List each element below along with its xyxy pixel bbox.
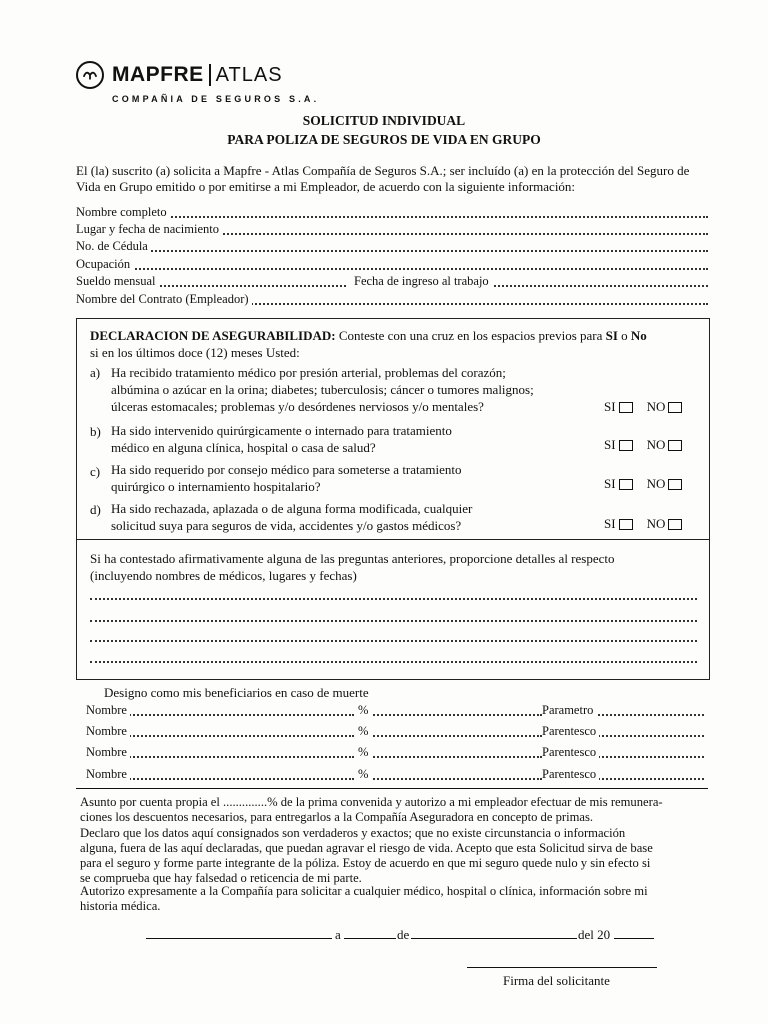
autorizo-paragraph: [80, 884, 720, 914]
field-label: Nombre: [86, 724, 130, 738]
question-c-letter: c): [90, 464, 101, 479]
question-d: [111, 500, 472, 534]
field-ocupacion[interactable]: [76, 257, 708, 273]
form-title-line1: SOLICITUD INDIVIDUAL: [302, 113, 466, 128]
beneficiario-nombre[interactable]: [86, 703, 354, 719]
declaracion-text: Conteste con una cruz en los espacios previos para: [335, 328, 606, 343]
field-label: Lugar y fecha de nacimiento: [76, 222, 222, 236]
si-checkbox[interactable]: [619, 519, 633, 530]
lugar-line[interactable]: [146, 938, 332, 939]
field-label: No. de Cédula: [76, 239, 151, 253]
field-label: Nombre completo: [76, 205, 170, 219]
question-line: albúmina o azúcar en la orina; diabetes; tuberculosis; cáncer o tumores malignos;: [111, 382, 534, 397]
declaro-line: se comprueba que hay falsedad o reticencia de mi parte.: [80, 871, 362, 885]
intro-paragraph: [76, 163, 716, 195]
firma-line[interactable]: [467, 967, 657, 968]
mes-line[interactable]: [411, 938, 577, 939]
asunto-paragraph: [80, 795, 720, 825]
declaro-paragraph: [80, 826, 720, 886]
detalles-text: [90, 550, 615, 584]
no-checkbox[interactable]: [668, 479, 682, 490]
section-separator: [76, 788, 708, 789]
field-label: Nombre: [86, 703, 130, 717]
field-nombre-completo[interactable]: [76, 205, 708, 221]
brand-divider: [209, 64, 211, 86]
question-b: [111, 422, 452, 456]
question-c: [111, 461, 462, 495]
question-a: [111, 364, 534, 415]
question-a-letter: a): [90, 365, 101, 380]
declaracion-text: o: [617, 328, 631, 343]
autorizo-line: Autorizo expresamente a la Compañía para solicitar a cualquier médico, hospital o clínica, información sobre mi: [80, 884, 648, 898]
dia-line[interactable]: [344, 938, 396, 939]
declaro-line: alguna, fuera de las aquí declaradas, que puedan agravar el riesgo de vida. Acepto que esta Solicitud sirva de base: [80, 841, 653, 855]
detalles-line-4[interactable]: [90, 661, 697, 663]
field-label: Parentesco: [542, 767, 599, 781]
no-checkbox[interactable]: [668, 402, 682, 413]
question-line: médico en alguna clínica, hospital o casa de salud?: [111, 440, 376, 455]
no-checkbox[interactable]: [668, 440, 682, 451]
beneficiarios-heading: Designo como mis beneficiarios en caso de muerte: [104, 685, 369, 700]
intro-line: Vida en Grupo emitido o por emitirse a mi Empleador, de acuerdo con la siguiente información:: [76, 179, 576, 194]
declaracion-intro: [90, 327, 647, 344]
si-label: SI: [604, 399, 616, 414]
si-checkbox[interactable]: [619, 402, 633, 413]
question-line: Ha sido intervenido quirúrgicamente o internado para tratamiento: [111, 423, 452, 438]
company-logo: [76, 61, 283, 89]
field-fecha-ingreso[interactable]: [354, 274, 708, 290]
field-nombre-contrato[interactable]: [76, 292, 708, 308]
question-d-answer: [604, 516, 682, 532]
field-lugar-fecha-nacimiento[interactable]: [76, 222, 708, 238]
no-emphasis: No: [630, 328, 647, 343]
asunto-line: ciones los descuentos necesarios, para entregarlos a la Compañía Aseguradora en concepto de primas.: [80, 810, 594, 824]
beneficiario-nombre[interactable]: [86, 767, 354, 783]
no-label: NO: [646, 476, 666, 491]
declaracion-line2: si en los últimos doce (12) meses Usted:: [90, 345, 300, 360]
intro-line: El (la) suscrito (a) solicita a Mapfre - Atlas Compañía de Seguros S.A.; ser incluído (a) en la protección del Seguro de: [76, 163, 690, 178]
si-emphasis: SI: [605, 328, 618, 343]
beneficiario-parentesco[interactable]: [542, 703, 704, 719]
detalles-line-1[interactable]: [90, 598, 697, 600]
date-del-label: del 20: [578, 927, 611, 942]
question-a-answer: [604, 399, 682, 415]
field-label: Fecha de ingreso al trabajo: [354, 274, 492, 288]
beneficiario-parentesco[interactable]: [542, 745, 704, 761]
question-line: Ha recibido tratamiento médico por presión arterial, problemas del corazón;: [111, 365, 506, 380]
field-label: Parentesco: [542, 745, 599, 759]
si-label: SI: [604, 476, 616, 491]
field-label: %: [358, 703, 371, 717]
question-d-letter: d): [90, 502, 101, 517]
question-b-answer: [604, 437, 682, 453]
no-label: NO: [646, 437, 666, 452]
field-label: Nombre: [86, 767, 130, 781]
date-a-label: a: [335, 927, 341, 942]
question-line: Ha sido requerido por consejo médico para someterse a tratamiento: [111, 462, 462, 477]
beneficiario-porcentaje[interactable]: [358, 703, 542, 719]
anio-line[interactable]: [614, 938, 654, 939]
field-label: %: [358, 745, 371, 759]
si-label: SI: [604, 516, 616, 531]
field-label: %: [358, 724, 371, 738]
brand-name: MAPFRE: [112, 63, 204, 86]
field-label: Parentesco: [542, 724, 599, 738]
field-sueldo-mensual[interactable]: [76, 274, 346, 290]
beneficiario-porcentaje[interactable]: [358, 724, 542, 740]
no-label: NO: [646, 516, 666, 531]
question-line: solicitud suya para seguros de vida, accidentes y/o gastos médicos?: [111, 518, 462, 533]
declaro-line: para el seguro y forme parte integrante de la póliza. Estoy de acuerdo en que mi seguro quede nulo y sin efecto si: [80, 856, 651, 870]
question-b-letter: b): [90, 424, 101, 439]
beneficiario-parentesco[interactable]: [542, 767, 704, 783]
declaro-line: Declaro que los datos aquí consignados son verdaderos y exactos; que no existe circunstancia o información: [80, 826, 626, 840]
si-checkbox[interactable]: [619, 479, 633, 490]
field-label: Ocupación: [76, 257, 133, 271]
no-checkbox[interactable]: [668, 519, 682, 530]
field-label: Parametro: [542, 703, 596, 717]
field-label: Nombre: [86, 745, 130, 759]
box-divider: [76, 539, 710, 540]
date-de-label: de: [397, 927, 410, 942]
field-label: Sueldo mensual: [76, 274, 159, 288]
company-subtitle: COMPAÑIA DE SEGUROS S.A.: [112, 94, 320, 104]
question-line: úlceras estomacales; problemas y/o desórdenes nerviosos y/o mentales?: [111, 399, 484, 414]
no-label: NO: [646, 399, 666, 414]
detalles-line-2[interactable]: [90, 620, 697, 622]
firma-label: Firma del solicitante: [503, 973, 610, 988]
asunto-line: Asunto por cuenta propia el ..............% de la prima convenida y autorizo a mi empleador efectuar de mis remunera-: [80, 795, 663, 809]
question-line: Ha sido rechazada, aplazada o de alguna forma modificada, cualquier: [111, 501, 473, 516]
detalles-line: Si ha contestado afirmativamente alguna de las preguntas anteriores, proporcione detalles al respecto: [90, 551, 615, 566]
beneficiario-nombre[interactable]: [86, 745, 354, 761]
autorizo-line: historia médica.: [80, 899, 161, 913]
detalles-line: (incluyendo nombres de médicos, lugares y fechas): [90, 568, 357, 583]
brand-suffix: ATLAS: [215, 63, 283, 86]
beneficiario-parentesco[interactable]: [542, 724, 704, 740]
declaracion-heading: DECLARACION DE ASEGURABILIDAD:: [90, 328, 336, 343]
field-label: Nombre del Contrato (Empleador): [76, 292, 252, 306]
field-label: %: [358, 767, 371, 781]
question-c-answer: [604, 476, 682, 492]
si-label: SI: [604, 437, 616, 452]
form-title-line2: PARA POLIZA DE SEGUROS DE VIDA EN GRUPO: [227, 132, 541, 147]
mapfre-emblem-icon: [76, 61, 104, 89]
beneficiario-porcentaje[interactable]: [358, 745, 542, 761]
field-cedula[interactable]: [76, 239, 708, 255]
detalles-line-3[interactable]: [90, 640, 697, 642]
beneficiario-nombre[interactable]: [86, 724, 354, 740]
question-line: quirúrgico o internamiento hospitalario?: [111, 479, 321, 494]
beneficiario-porcentaje[interactable]: [358, 767, 542, 783]
si-checkbox[interactable]: [619, 440, 633, 451]
